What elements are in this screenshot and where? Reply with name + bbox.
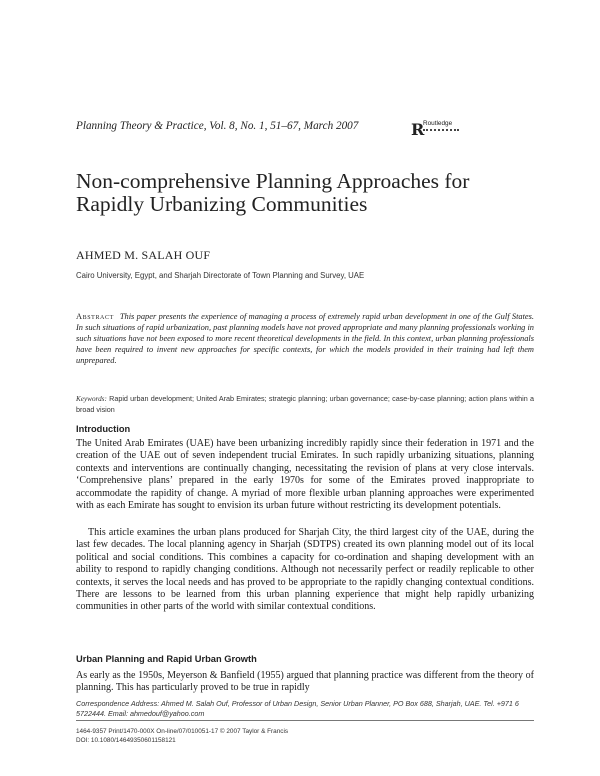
publisher-logo: [411, 118, 459, 140]
article-author: AHMED M. SALAH OUF: [76, 248, 211, 262]
footer-divider: [76, 720, 534, 721]
intro-heading: Introduction: [76, 424, 131, 434]
growth-heading: Urban Planning and Rapid Urban Growth: [76, 654, 257, 664]
publisher-logo-subline: [423, 129, 459, 134]
intro-paragraph-1: The United Arab Emirates (UAE) have been urbanizing incredibly rapidly since their federation in 1971 and the creation of the UAE out of seven independent trucial Emirates. In such rapidly urbanizing situations, planning contexts and interventions are continually changing, necessitating the revision of plans at very close intervals. ‘Comprehensive plans’ prepared in the early 1970s for some of the Emirates proved inappropriate to accommodate the rapidity of change. A myriad of more flexible urban planning approaches were experimented with as each Emirate has sought to envision its urban future without restricting its development potentials.: [76, 438, 534, 512]
issn-line: 1464-9357 Print/1470-000X On-line/07/010051-17 © 2007 Taylor & Francis: [76, 728, 289, 735]
abstract-text: This paper presents the experience of managing a process of extremely rapid urban development in one of the Gulf States. In such situations of rapid urbanization, past planning models have not proved appropriate and many planning professionals working in such situations have not been exposed to more recent theoretical developments in the field. In this context, urban planning professionals have been required to invent new approaches for specific contexts, for which the models provided in their training had left them unprepared.: [76, 312, 534, 366]
keywords-label: Keywords:: [76, 395, 107, 403]
author-affiliation: Cairo University, Egypt, and Sharjah Directorate of Town Planning and Survey, UAE: [76, 271, 365, 280]
intro-paragraph-2: This article examines the urban plans produced for Sharjah City, the third largest city of the UAE, during the last few decades. The local planning agency in Sharjah (SDTPS) created its own planning model out of its local political and social conditions. This combines a capacity for co-ordination and shaping development with an ability to respond to rapidly changing conditions. Although not necessarily perfect or readily replicable to other contexts, it serves the local needs and has proved to be appropriate to the rapidly changing contextual conditions. There are lessons to be learned from this urban planning experience that might help rapidly urbanizing communities in other parts of the world with similar contextual conditions.: [76, 527, 534, 613]
correspondence-text: Ahmed M. Salah Ouf, Professor of Urban Design, Senior Urban Planner, PO Box 688, Sharjah, UAE. Tel. +971 6 5722444. Email: ahmedouf@yahoo.com: [76, 699, 519, 718]
issn-block: [76, 727, 288, 745]
growth-paragraph-1: As early as the 1950s, Meyerson & Banfield (1955) argued that planning practice was different from the theory of planning. This has particularly proved to be true in rapidly: [76, 670, 534, 694]
correspondence-label: Correspondence Address:: [76, 699, 160, 708]
publisher-name: Routledge: [423, 120, 453, 127]
correspondence-address: [76, 699, 534, 718]
keywords: [76, 394, 534, 414]
keywords-text: Rapid urban development; United Arab Emirates; strategic planning; urban governance; case-by-case planning; action plans within a broad vision: [76, 394, 534, 414]
journal-citation: Planning Theory & Practice, Vol. 8, No. 1, 51–67, March 2007: [76, 120, 359, 132]
abstract: [76, 311, 534, 366]
article-title: Non-comprehensive Planning Approaches for Rapidly Urbanizing Communities: [76, 169, 470, 216]
doi-line: DOI: 10.1080/14649350601158121: [76, 737, 176, 744]
routledge-logo-icon: R: [411, 120, 425, 139]
abstract-label: Abstract: [76, 312, 114, 321]
